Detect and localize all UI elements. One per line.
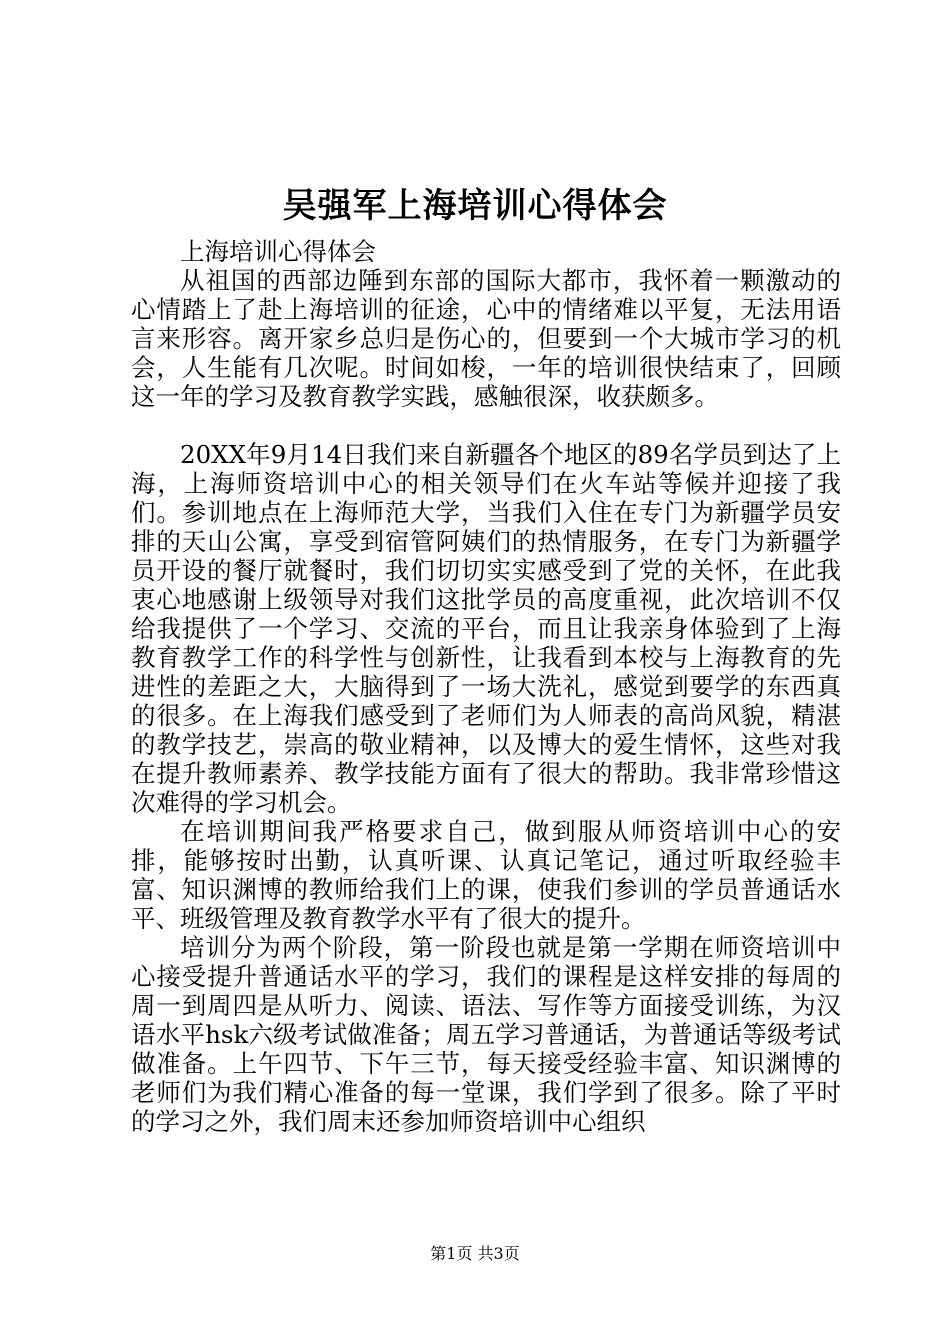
paragraph: 培训分为两个阶段，第一阶段也就是第一学期在师资培训中心接受提升普通话水平的学习，我们的课程是这样安排的每周的周一到周四是从听力、阅读、语法、写作等方面接受训练，为汉语水平hsk六级考试做准备；周五学习普通话，为普通话等级考试做准备。上午四节、下午三节，每天接受经验丰富、知识渊博的老师们为我们精心准备的每一堂课，我们学到了很多。除了平时的学习之外，我们周末还参加师资培训中心组织 <box>131 933 841 1136</box>
document-body <box>131 237 841 1136</box>
document-subtitle: 上海培训心得体会 <box>180 237 376 266</box>
page-number: 第1页 共3页 <box>430 1244 520 1263</box>
paragraph: 从祖国的西部边陲到东部的国际大都市，我怀着一颗激动的心情踏上了赴上海培训的征途，心中的情绪难以平复，无法用语言来形容。离开家乡总归是伤心的，但要到一个大城市学习的机会，人生能有几次呢。时间如梭，一年的培训很快结束了，回顾这一年的学习及教育教学实践，感触很深，收获颇多。 <box>131 266 841 411</box>
paragraph: 在培训期间我严格要求自己，做到服从师资培训中心的安排，能够按时出勤，认真听课、认真记笔记，通过听取经验丰富、知识渊博的教师给我们上的课，使我们参训的学员普通话水平、班级管理及教育教学水平有了很大的提升。 <box>131 817 841 933</box>
document-title: 吴强军上海培训心得体会 <box>282 186 668 226</box>
paragraph: 20XX年9月14日我们来自新疆各个地区的89名学员到达了上海，上海师资培训中心的相关领导们在火车站等候并迎接了我们。参训地点在上海师范大学，当我们入住在专门为新疆学员安排的天山公寓，享受到宿管阿姨们的热情服务，在专门为新疆学员开设的餐厅就餐时，我们切切实实感受到了党的关怀，在此我衷心地感谢上级领导对我们这批学员的高度重视，此次培训不仅给我提供了一个学习、交流的平台，而且让我亲身体验到了上海教育教学工作的科学性与创新性，让我看到本校与上海教育的先进性的差距之大，大脑得到了一场大洗礼，感觉到要学的东西真的很多。在上海我们感受到了老师们为人师表的高尚风貌，精湛的教学技艺，崇高的敬业精神，以及博大的爱生情怀，这些对我在提升教师素养、教学技能方面有了很大的帮助。我非常珍惜这次难得的学习机会。 <box>131 440 841 817</box>
